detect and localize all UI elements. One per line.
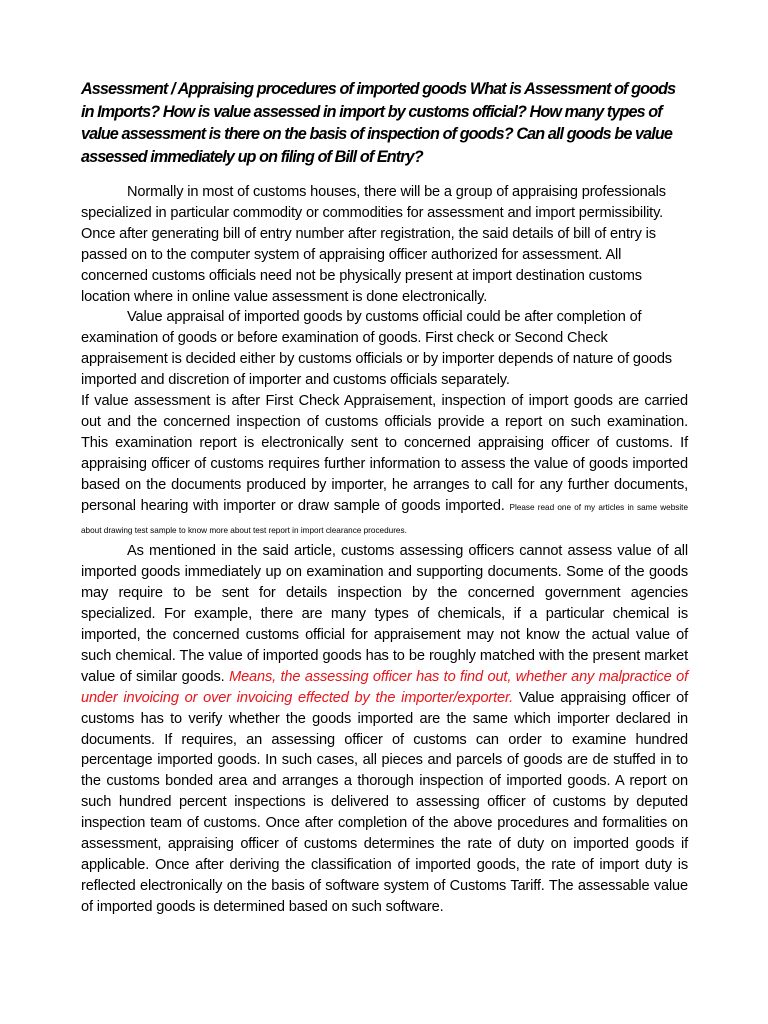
document-heading: Assessment / Appraising procedures of imported goods What is Assessment of goods in Imports? How is value assessed in import by customs official? How many types of value assessment is there on the basis of inspection of goods? Can all goods be value assessed immediately up on filing of Bill of Entry? bbox=[81, 80, 676, 166]
paragraph-2: Value appraisal of imported goods by customs official could be after completion of examination of goods or before examination of goods. First check or Second Check appraisement is decided either by customs officials or by importer depends of nature of goods imported and discretion of importer and customs officials separately. bbox=[81, 309, 672, 389]
paragraph-3 bbox=[81, 391, 688, 541]
highlighted-sentence: Means, the assessing officer has to find out, whether any malpractice of under invoicing or over invoicing effected by the importer/exporter. bbox=[81, 668, 689, 706]
paragraph-4-rest: Value appraising officer of customs has to verify whether the goods imported are the same which importer declared in documents. If requires, an assessing officer of customs can order to examine hundred percentage imported goods. In such cases, all pieces and parcels of goods are de stuffed in to the customs bonded area and arranges a thorough inspection of imported goods. A report on such hundred percent inspections is delivered to assessing officer of customs by deputed inspection team of customs. Once after completion of the above procedures and formalities on assessment, appraising officer of customs determines the rate of duty on imported goods if applicable. Once after deriving the classification of imported goods, the rate of import duty is reflected electronically on the basis of software system of Customs Tariff. The assessable value of imported goods is determined based on such software. bbox=[81, 689, 688, 915]
paragraph-3-text: If value assessment is after First Check Appraisement, inspection of import goods are carried out and the concerned inspection of customs officials provide a report on such examination. This examination report is electronically sent to concerned appraising officer of customs. If appraising officer of customs requires further information to assess the value of goods imported based on the documents produced by importer, he arranges to call for any further documents, personal hearing with importer or draw sample of goods imported. bbox=[81, 393, 688, 514]
paragraph-4 bbox=[81, 541, 688, 917]
document-body bbox=[81, 182, 688, 918]
paragraph-4-intro: As mentioned in the said article, customs assessing officers cannot assess value of all imported goods immediately up on examination and supporting documents. Some of the goods may require to be sent for details inspection by the concerned government agencies specialized. For example, there are many types of chemicals, if a particular chemical is imported, the concerned customs official for appraisement may not know the actual value of such chemical. The value of imported goods has to be roughly matched with the present market value of similar goods. bbox=[81, 543, 688, 685]
paragraph-1: Normally in most of customs houses, there will be a group of appraising professionals specialized in particular commodity or commodities for assessment and import permissibility. Once after generating bill of entry number after registration, the said details of bill of entry is passed on to the computer system of appraising officer authorized for assessment. All concerned customs officials need not be physically present at import destination customs location where in online value assessment is done electronically. bbox=[81, 184, 666, 305]
article-reference-note: Please read one of my articles in same website about drawing test sample to know more about test report in import clearance procedures. bbox=[81, 502, 688, 535]
